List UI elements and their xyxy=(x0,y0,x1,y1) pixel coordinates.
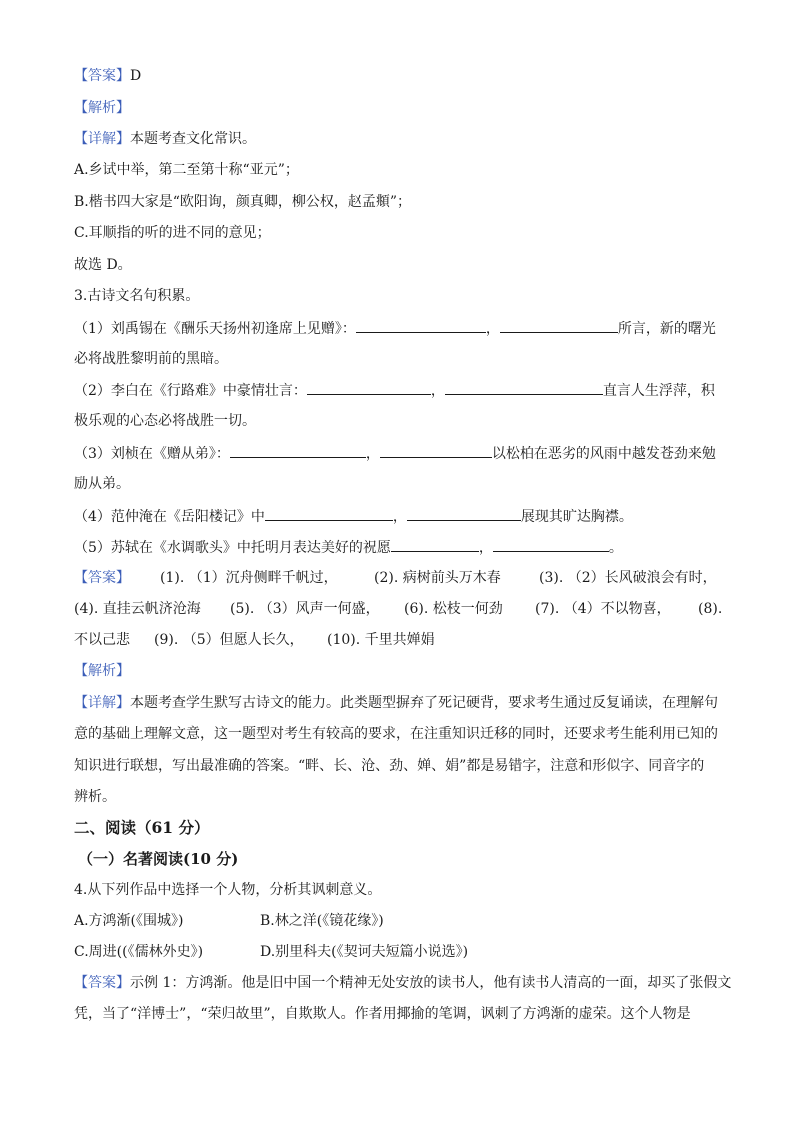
answer-1: (1). （1）沉舟侧畔千帆过， xyxy=(160,570,338,586)
q2-answer-line xyxy=(74,66,141,86)
detail-text: 本题考查学生默写古诗文的能力。此类题型摒弃了死记硬背，要求考生通过反复诵读，在理解句 xyxy=(130,695,718,711)
fill-blank xyxy=(230,443,366,458)
comma: ， xyxy=(478,540,493,556)
q3-item-5 xyxy=(74,537,623,558)
section-subtitle: （一）名著阅读(10 分) xyxy=(78,850,239,868)
item-5-suffix: 。 xyxy=(608,540,623,556)
detail-tag: 【详解】 xyxy=(74,695,130,711)
answer-value: D xyxy=(130,68,142,84)
section-title: 二、阅读（61 分） xyxy=(74,818,210,837)
q4-option-b: B.林之洋(《镜花缘》) xyxy=(260,913,384,929)
q4-option-c: C.周进((《儒林外史》) xyxy=(74,944,204,960)
answer-tag: 【答案】 xyxy=(74,570,130,586)
answer-2: (2). 病树前头万木春 xyxy=(374,570,501,586)
q2-detail-line xyxy=(74,129,256,149)
answer-tag: 【答案】 xyxy=(74,68,130,84)
answer-5: (5). （3）风声一何盛， xyxy=(230,601,380,617)
q3-stem: 3.古诗文名句积累。 xyxy=(74,288,200,304)
q3-item-3-cont: 励从弟。 xyxy=(74,476,130,492)
q3-detail-line-1 xyxy=(74,693,718,713)
q4-answer-line-2: 凭，当了“洋博士”，“荣归故里”，自欺欺人。作者用揶揄的笔调，讽刺了方鸿渐的虚荣。这个人物是 xyxy=(74,1006,691,1022)
comma: ， xyxy=(430,383,445,399)
q3-item-3 xyxy=(74,443,716,464)
answer-6: (6). 松枝一何劲 xyxy=(404,601,503,617)
fill-blank xyxy=(356,318,486,333)
detail-text: 本题考查文化常识。 xyxy=(130,131,256,147)
item-2-prefix: （2）李白在《行路难》中豪情壮言： xyxy=(74,383,307,399)
q2-conclusion: 故选 D。 xyxy=(74,257,132,273)
answer-8: (8). xyxy=(698,601,723,617)
fill-blank xyxy=(493,537,609,552)
detail-tag: 【详解】 xyxy=(74,131,130,147)
q4-stem: 4.从下列作品中选择一个人物，分析其讽刺意义。 xyxy=(74,882,382,898)
q2-line-b: B.楷书四大家是“欧阳询，颜真卿，柳公权，赵孟頫”； xyxy=(74,194,412,210)
answer-tag: 【答案】 xyxy=(74,975,130,991)
fill-blank xyxy=(500,318,618,333)
analysis-tag: 【解析】 xyxy=(74,663,130,679)
q3-item-2-cont: 极乐观的心态必将战胜一切。 xyxy=(74,413,256,429)
item-4-prefix: （4）范仲淹在《岳阳楼记》中 xyxy=(74,509,265,525)
q2-line-a: A.乡试中举，第二至第十称“亚元”； xyxy=(74,162,299,178)
analysis-tag: 【解析】 xyxy=(74,100,130,116)
fill-blank xyxy=(307,380,431,395)
q3-detail-line-4: 辨析。 xyxy=(74,789,116,805)
fill-blank xyxy=(265,506,393,521)
q3-item-2 xyxy=(74,380,715,401)
fill-blank xyxy=(380,443,492,458)
answer-3: (3). （2）长风破浪会有时， xyxy=(539,570,717,586)
comma: ， xyxy=(365,446,380,462)
q3-item-4 xyxy=(74,506,633,527)
answer-9: (9). （5）但愿人长久， xyxy=(154,632,304,648)
fill-blank xyxy=(445,380,603,395)
q3-detail-line-2: 意的基础上理解文意，这一题型对考生有较高的要求，在注重知识迁移的同时，还要求考生能利用已知的 xyxy=(74,726,718,742)
q4-answer-line-1 xyxy=(74,973,731,993)
item-3-prefix: （3）刘桢在《赠从弟》： xyxy=(74,446,230,462)
fill-blank xyxy=(407,506,521,521)
item-2-suffix: 直言人生浮萍，积 xyxy=(602,383,715,399)
q4-option-d: D.别里科夫(《契诃夫短篇小说选》) xyxy=(260,944,469,960)
answer-10: (10). 千里共婵娟 xyxy=(327,632,435,648)
q2-line-c: C.耳顺指的听的进不同的意见； xyxy=(74,225,271,241)
answer-4: (4). 直挂云帆济沧海 xyxy=(74,601,201,617)
item-1-suffix: 所言，新的曙光 xyxy=(617,321,716,337)
comma: ， xyxy=(392,509,407,525)
q3-detail-line-3: 知识进行联想，写出最准确的答案。“畔、长、沧、劲、婵、娟”都是易错字，注意和形似字、同音字的 xyxy=(74,758,705,774)
item-5-prefix: （5）苏轼在《水调歌头》中托明月表达美好的祝愿 xyxy=(74,540,391,556)
item-3-suffix: 以松柏在恶劣的风雨中越发苍劲来勉 xyxy=(491,446,716,462)
q4-option-a: A.方鸿渐(《围城》) xyxy=(74,913,184,929)
q3-answer-line-1 xyxy=(74,568,717,588)
comma: ， xyxy=(485,321,500,337)
fill-blank xyxy=(391,537,479,552)
q3-item-1 xyxy=(74,318,716,339)
answer-7: (7). （4）不以物喜， xyxy=(535,601,671,617)
item-4-suffix: 展现其旷达胸襟。 xyxy=(520,509,633,525)
item-1-prefix: （1）刘禹锡在《酬乐天扬州初逢席上见赠》： xyxy=(74,321,356,337)
answer-text: 示例 1：方鸿渐。他是旧中国一个精神无处安放的读书人，他有读书人清高的一面，却买了张假文 xyxy=(130,975,732,991)
q3-item-1-cont: 必将战胜黎明前的黑暗。 xyxy=(74,351,228,367)
answer-8-text: 不以己悲 xyxy=(74,632,130,648)
